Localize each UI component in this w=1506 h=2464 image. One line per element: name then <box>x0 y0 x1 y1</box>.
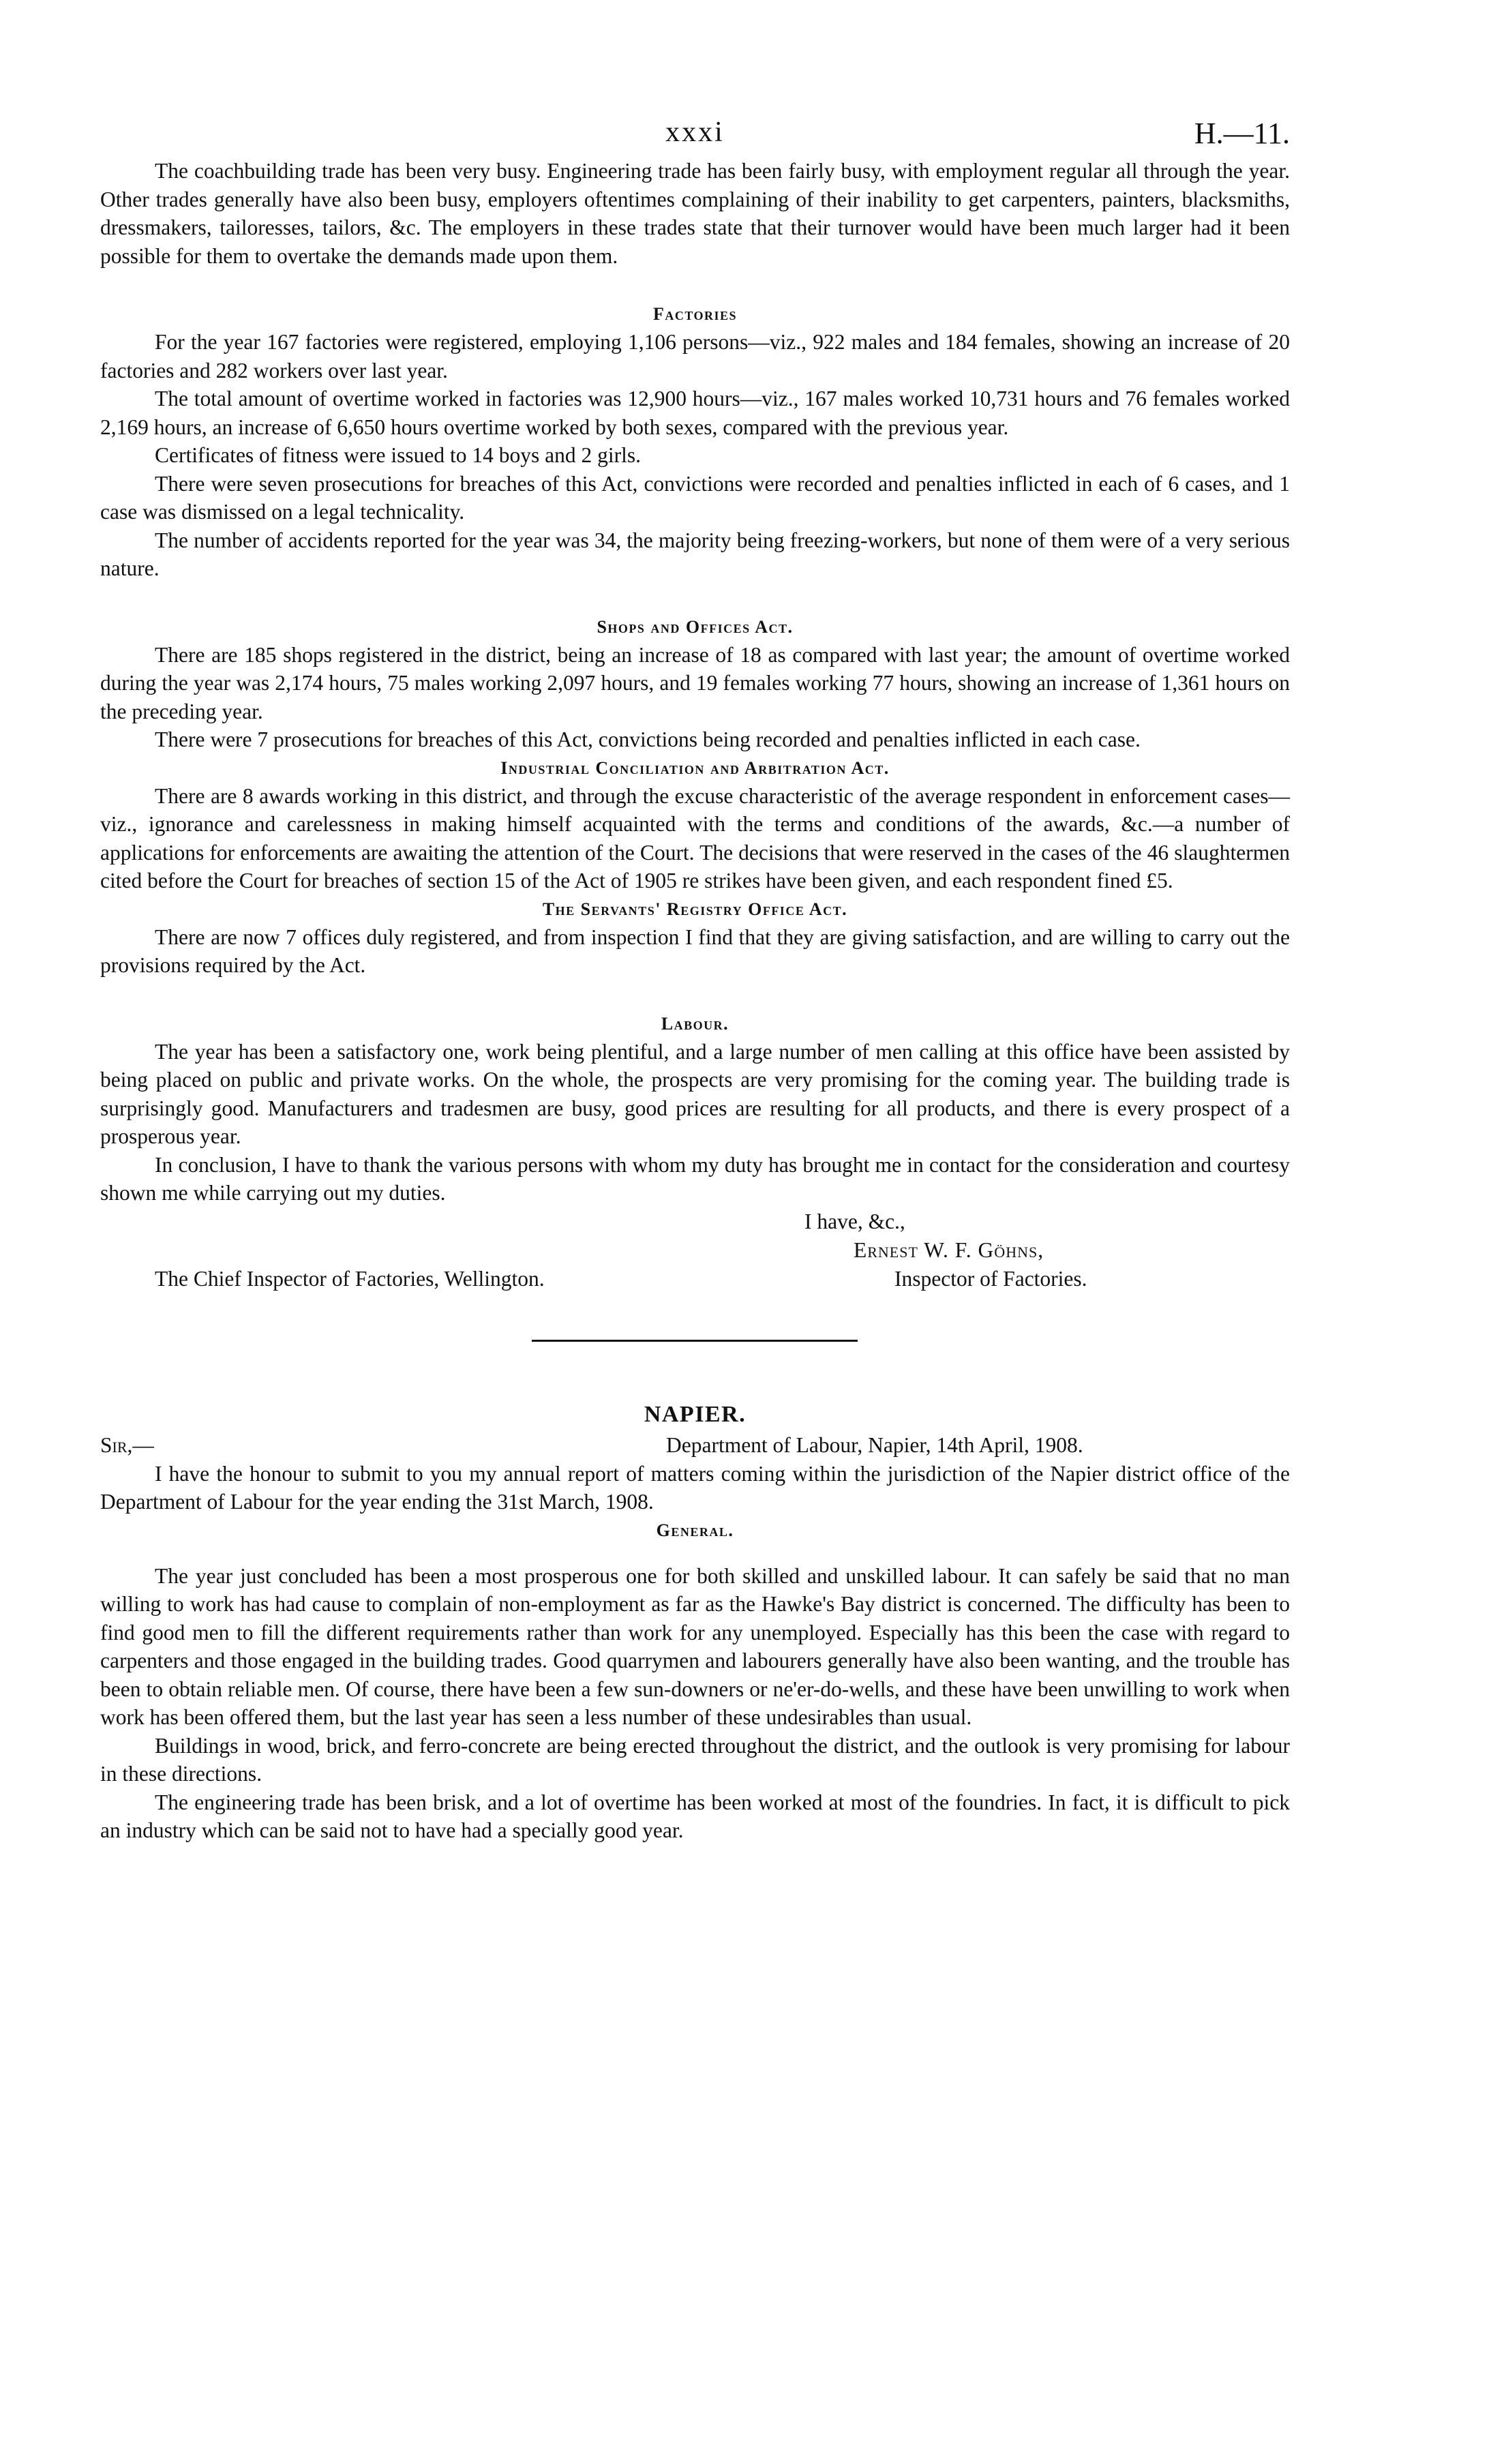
document-page <box>100 116 1290 1845</box>
signatory-name: Ernest W. F. Göhns, <box>854 1237 1044 1262</box>
page-number: xxxi <box>665 117 725 148</box>
factories-paragraph-2: The total amount of overtime worked in factories was 12,900 hours—viz., 167 males worked 10,731 hours and 76 females worked 2,169 hours, an increase of 6,650 hours overtime worked by both sexes, compared with the previous year. <box>100 387 1290 439</box>
coachbuilding-paragraph: The coachbuilding trade has been very busy. Engineering trade has been fairly busy, with employment regular all through the year. Other trades generally have also been busy, employers oftentimes complaining of their inability to get carpenters, painters, blacksmiths, dressmakers, tailoresses, tailors, &c. The employers in these trades state that their turnover would have been much larger had it been possible for them to overtake the demands made upon them. <box>100 159 1290 268</box>
arbitration-paragraph-1: There are 8 awards working in this district, and through the excuse characteristic of the average respondent in enforcement cases—viz., ignorance and carelessness in making himself acquainted with the terms and conditions of the awards, &c.—a number of applications for enforcements are awaiting the attention of the Court. The decisions that were reserved in the cases of the 46 slaughtermen cited before the Court for breaches of section 15 of the Act of 1905 re strikes have been given, and each respondent fined £5. <box>100 783 1290 892</box>
shops-heading: Shops and Offices Act. <box>597 616 794 637</box>
shops-paragraph-2: There were 7 prosecutions for breaches of this Act, convictions being recorded and penalties inflicted in each case. <box>155 727 1141 751</box>
factories-paragraph-5: The number of accidents reported for the year was 34, the majority being freezing-workers, but none of them were of a very serious nature. <box>100 528 1290 580</box>
general-paragraph-3: The engineering trade has been brisk, and a lot of overtime has been worked at most of the foundries. In fact, it is difficult to pick an industry which can be said not to have had a specially good year. <box>100 1790 1290 1842</box>
registry-heading: The Servants' Registry Office Act. <box>542 899 848 919</box>
factories-paragraph-4: There were seven prosecutions for breaches of this Act, convictions were recorded and penalties inflicted in each of 6 cases, and 1 case was dismissed on a legal technicality. <box>100 471 1290 524</box>
divider-area <box>100 1323 1290 1398</box>
general-paragraph-2: Buildings in wood, brick, and ferro-concrete are being erected throughout the district, and the outlook is very promising for labour in these directions. <box>100 1733 1290 1786</box>
factories-heading: Factories <box>652 304 738 324</box>
salutation: Sir,— <box>100 1432 154 1457</box>
document-code: H.—11. <box>1194 117 1290 150</box>
page-header <box>100 116 1290 157</box>
labour-paragraph-2: In conclusion, I have to thank the various persons with whom my duty has brought me in contact for the consideration and courtesy shown me while carrying out my duties. <box>100 1152 1290 1205</box>
napier-heading: NAPIER. <box>644 1401 747 1427</box>
addressee: The Chief Inspector of Factories, Wellington. <box>155 1266 545 1291</box>
signature-block <box>100 1207 1290 1323</box>
general-paragraph-1: The year just concluded has been a most prosperous one for both skilled and unskilled labour. It can safely be said that no man willing to work has had cause to complain of non-employment as far as the Hawke's Bay district is concerned. The difficulty has been to find good men to fill the different requirements rather than work for any unemployed. Especially has this been the case with regard to carpenters and those engaged in the building trades. Good quarrymen and labourers generally have also been wanting, and the trouble has been to obtain reliable men. Of course, there have been a few sun-downers or ne'er-do-wells, and these have been unwilling to work when work has been offered them, but the last year has seen a less number of these undesirables than usual. <box>100 1563 1290 1729</box>
labour-paragraph-1: The year has been a satisfactory one, work being plentiful, and a large number of men calling at this office have been assisted by being placed on public and private works. On the whole, the prospects are very promising for the coming year. The building trade is surprisingly good. Manufacturers and tradesmen are busy, good prices are resulting for all products, and there is every prospect of a prosperous year. <box>100 1039 1290 1148</box>
salutation-line <box>100 1431 1290 1460</box>
factories-paragraph-3: Certificates of fitness were issued to 14 boys and 2 girls. <box>155 443 641 467</box>
dateline: Department of Labour, Napier, 14th April, 1908. <box>666 1432 1083 1457</box>
labour-heading: Labour. <box>661 1013 729 1034</box>
section-divider <box>532 1340 858 1342</box>
napier-opening-paragraph: I have the honour to submit to you my annual report of matters coming within the jurisdiction of the Napier district office of the Department of Labour for the year ending the 31st March, 1908. <box>100 1461 1290 1514</box>
registry-paragraph-1: There are now 7 offices duly registered, and from inspection I find that they are giving satisfaction, and are willing to carry out the provisions required by the Act. <box>100 925 1290 977</box>
shops-paragraph-1: There are 185 shops registered in the district, being an increase of 18 as compared with last year; the amount of overtime worked during the year was 2,174 hours, 75 males working 2,097 hours, and 19 females working 77 hours, showing an increase of 1,361 hours on the preceding year. <box>100 642 1290 723</box>
factories-paragraph-1: For the year 167 factories were registered, employing 1,106 persons—viz., 922 males and 184 females, showing an increase of 20 factories and 282 workers over last year. <box>100 330 1290 382</box>
general-heading: General. <box>656 1520 734 1540</box>
signatory-title: Inspector of Factories. <box>894 1266 1087 1291</box>
arbitration-heading: Industrial Conciliation and Arbitration Act. <box>500 757 890 778</box>
closing-line: I have, &c., <box>804 1209 905 1233</box>
